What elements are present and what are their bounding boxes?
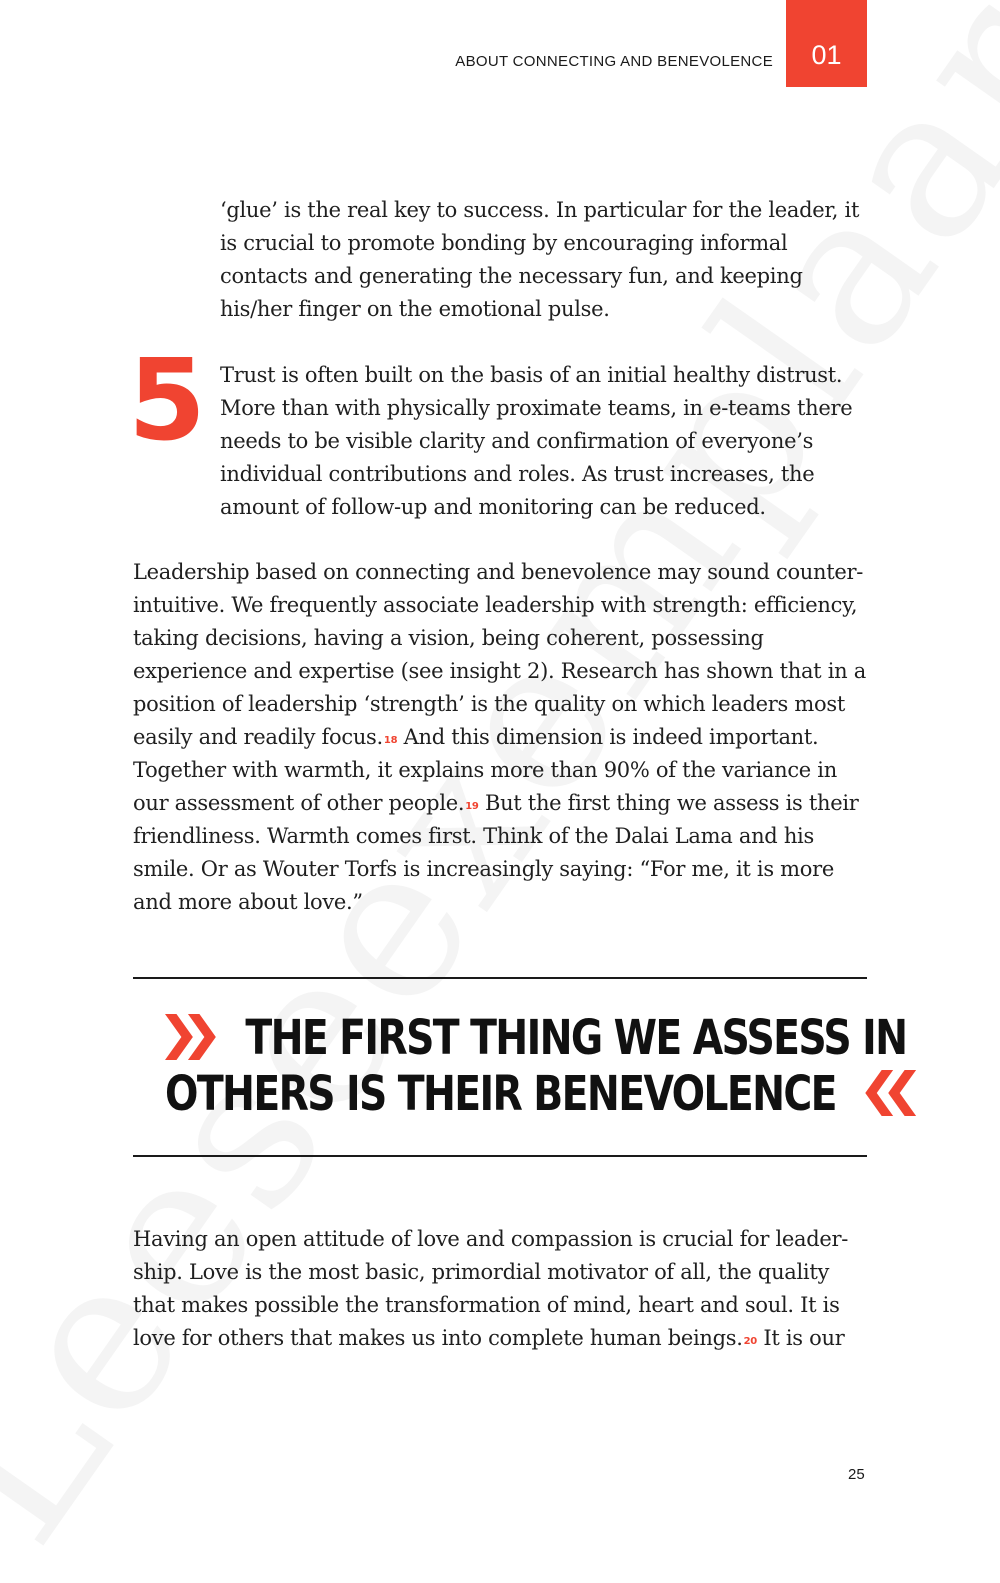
pull-quote-line-2 [165,1066,846,1122]
pull-quote-line-1-text: THE FIRST THING WE ASSESS IN [245,1010,907,1066]
paragraph-leadership-part-2: And this dimension is indeed important. Together with warmth, it explains more than 90% of the variance in our assessment of other people. [133,725,837,815]
paragraph-glue: ‘glue’ is the real key to success. In particular for the leader, it is crucial to promote bonding by encouraging informal contacts and generating the necessary fun, and keeping his/her finger on the emotional pulse. [220,198,860,321]
pull-quote-rule-bottom [133,1155,867,1157]
paragraph-trust: Trust is often built on the basis of an initial healthy distrust. More than with physically proximate teams, in e-teams there needs to be visible clarity and confirmation of everyone’s individual contributions and roles. As trust increases, the amount of follow-up and monitoring can be reduced. [220,363,853,519]
chapter-number-tab [786,0,867,87]
paragraph-leadership-part-1: Leadership based on connecting and benevolence may sound counter-intuitive. We frequently associate leadership with strength: efficiency, taking decisions, having a vision, being coherent, possessing experience and expertise (see insight 2). Research has shown that in a position of leadership ‘strength’ is the quality on which leaders most easily and readily focus. [133,560,866,749]
running-header: ABOUT CONNECTING AND BENEVOLENCE [455,53,773,70]
footnote-ref-18[interactable]: 18 [383,735,398,746]
footnote-ref-20[interactable]: 20 [743,1336,757,1347]
double-chevron-left-icon [864,1070,916,1116]
paragraph-love-part-1: Having an open attitude of love and compassion is crucial for leader-ship. Love is the most basic, primordial motivator of all, the quality that makes possible the transformation of mind, heart and soul. It is love for others that makes us into complete human beings. [133,1227,849,1350]
list-number-5: 5 [128,336,202,466]
chapter-number: 01 [811,40,842,70]
page-number: 25 [848,1466,865,1483]
footnote-ref-19[interactable]: 19 [465,801,479,812]
pull-quote-rule-top [133,977,867,979]
paragraph-love [133,1223,868,1355]
pull-quote [165,1010,907,1122]
double-chevron-right-icon [165,1014,217,1060]
pull-quote-line-2-text: OTHERS IS THEIR BENEVOLENCE [165,1066,836,1122]
paragraph-leadership-part-3: But the first thing we assess is their friendliness. Warmth comes first. Think of the Dalai Lama and his smile. Or as Wouter Torfs is increasingly saying: “For me, it is more and more about love.” [133,791,859,914]
paragraph-leadership [133,556,868,919]
paragraph-love-part-2: It is our [756,1326,845,1350]
pull-quote-line-1 [165,1010,907,1066]
